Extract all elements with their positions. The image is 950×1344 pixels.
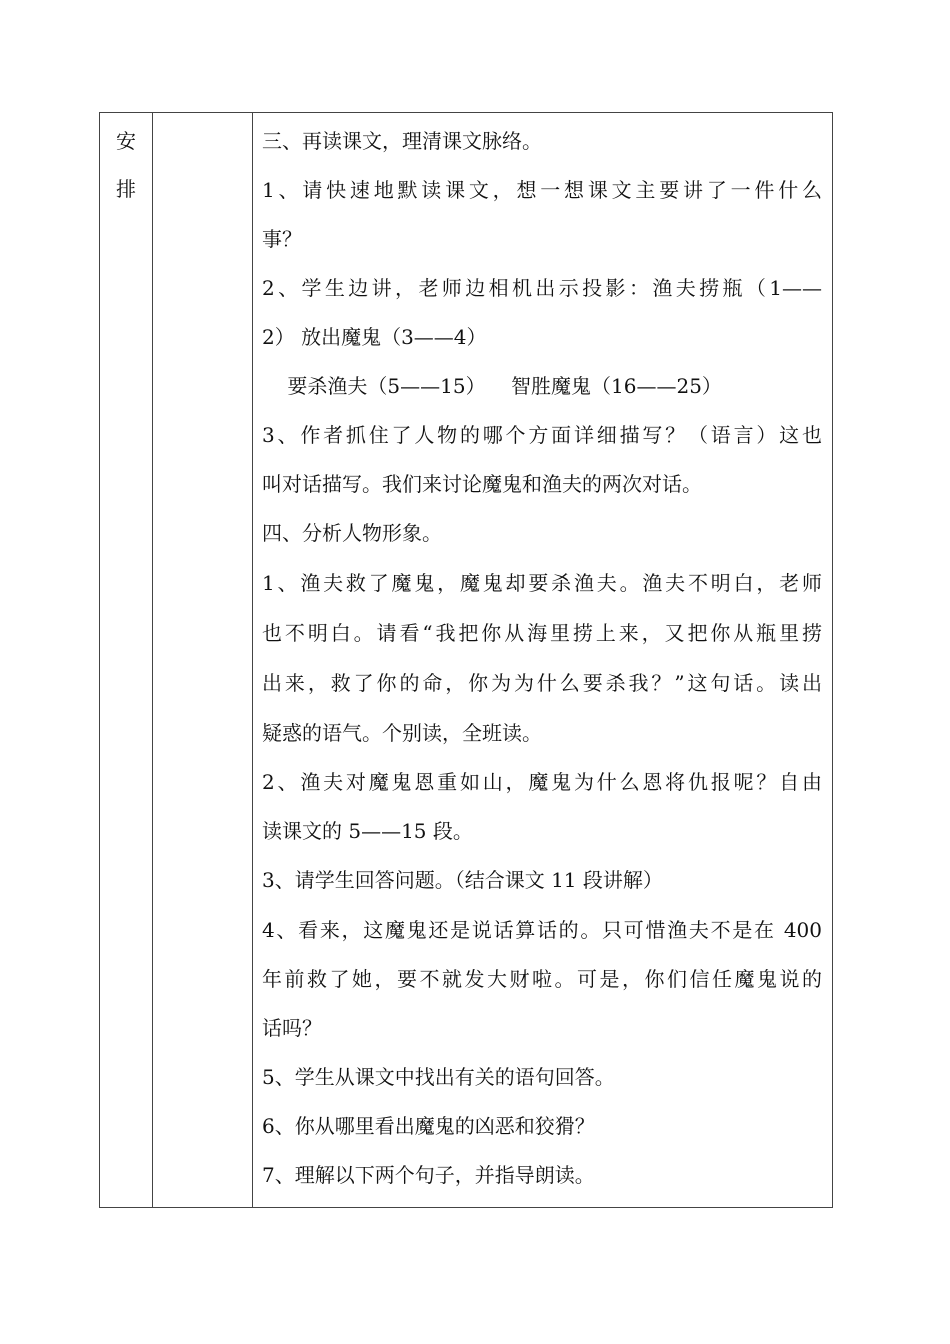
content-line: 3、请学生回答问题。（结合课文 11 段讲解） [262,868,663,892]
content-line: 事？ [262,227,302,251]
content-line: 6、你从哪里看出魔鬼的凶恶和狡猾？ [262,1114,595,1138]
content-line: 5、学生从课文中找出有关的语句回答。 [262,1065,615,1089]
content-line: 3、作者抓住了人物的哪个方面详细描写？（语言）这也 [262,423,822,447]
content-cell [252,113,832,1207]
content-line: 2、学生边讲，老师边相机出示投影：渔夫捞瓶（1—— [262,276,822,300]
label-char: 排 [116,177,136,201]
label-char: 安 [116,129,136,153]
section-label-cell [100,113,153,1207]
content-line: 也不明白。请看“我把你从海里捞上来，又把你从瓶里捞 [262,621,822,645]
content-line: 年前救了她，要不就发大财啦。可是，你们信任魔鬼说的 [262,967,822,991]
content-line: 1、请快速地默读课文，想一想课文主要讲了一件什么 [262,178,822,202]
content-line: 1、渔夫救了魔鬼，魔鬼却要杀渔夫。渔夫不明白，老师 [262,571,822,595]
content-line: 2、渔夫对魔鬼恩重如山，魔鬼为什么恩将仇报呢？自由 [262,770,822,794]
content-line: 读课文的 5——15 段。 [262,819,473,843]
content-line: 疑惑的语气。个别读，全班读。 [262,721,542,745]
content-line: 叫对话描写。我们来讨论魔鬼和渔夫的两次对话。 [262,472,702,496]
content-line: 7、理解以下两个句子，并指导朗读。 [262,1163,595,1187]
lesson-plan-table [99,112,833,1208]
content-line: 要杀渔夫（5——15） 智胜魔鬼（16——25） [262,374,722,398]
content-line: 三、再读课文，理清课文脉络。 [262,129,542,153]
content-line: 话吗？ [262,1016,322,1040]
empty-cell [152,113,253,1207]
content-line: 四、分析人物形象。 [262,521,442,545]
content-line: 4、看来，这魔鬼还是说话算话的。只可惜渔夫不是在 400 [262,918,822,942]
content-line: 2） 放出魔鬼（3——4） [262,325,487,349]
content-line: 出来，救了你的命，你为为什么要杀我？”这句话。读出 [262,671,822,695]
